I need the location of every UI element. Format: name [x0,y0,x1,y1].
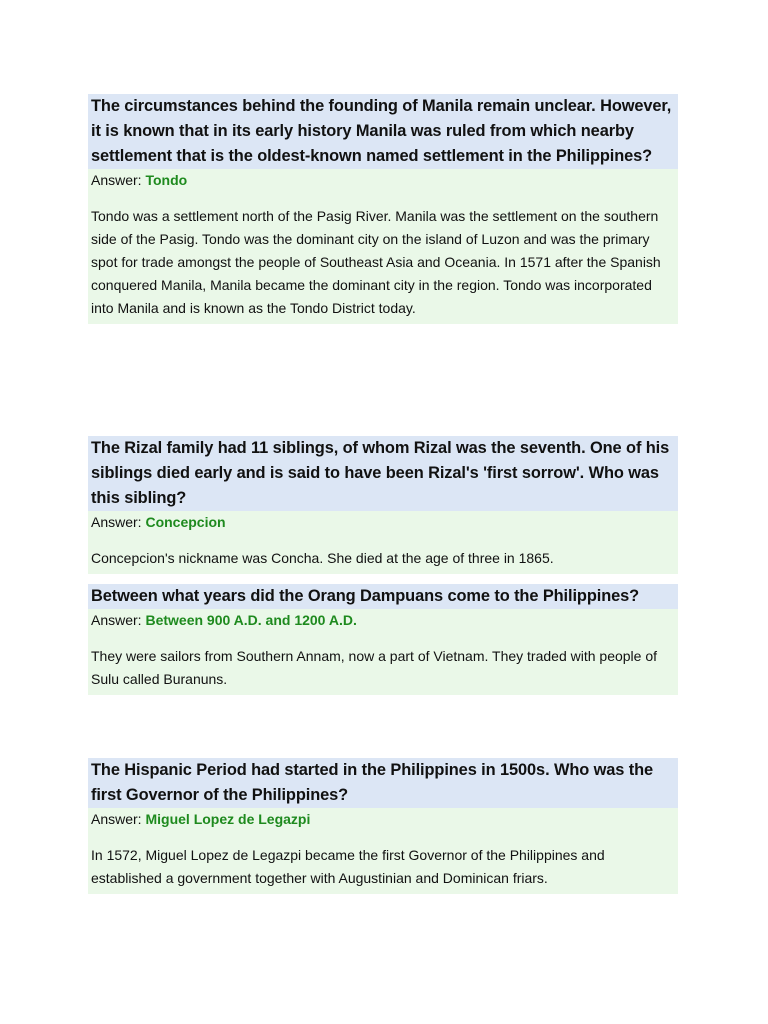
answer-value: Concepcion [145,514,226,530]
question-text: The Rizal family had 11 siblings, of whom Rizal was the seventh. One of his siblings died early and is said to have been Rizal's 'first sorrow'. Who was this sibling? [88,436,678,511]
answer-line [91,511,678,534]
question-text: Between what years did the Orang Dampuans come to the Philippines? [88,584,678,609]
answer-area [88,808,678,894]
answer-line [91,808,678,831]
answer-value: Miguel Lopez de Legazpi [145,811,311,827]
answer-value: Between 900 A.D. and 1200 A.D. [145,612,357,628]
qa-block [88,758,678,894]
answer-label: Answer: [91,612,142,628]
answer-label: Answer: [91,811,142,827]
qa-block [88,584,678,695]
answer-label: Answer: [91,172,142,188]
answer-area [88,609,678,695]
answer-area [88,511,678,574]
question-text: The Hispanic Period had started in the Philippines in 1500s. Who was the first Governor of the Philippines? [88,758,678,808]
answer-explanation: Concepcion's nickname was Concha. She died at the age of three in 1865. [91,550,554,566]
answer-area [88,169,678,324]
answer-line [91,609,678,632]
answer-explanation: They were sailors from Southern Annam, now a part of Vietnam. They traded with people of Sulu called Buranuns. [91,648,658,687]
answer-label: Answer: [91,514,142,530]
qa-block [88,436,678,574]
question-text: The circumstances behind the founding of Manila remain unclear. However, it is known that in its early history Manila was ruled from which nearby settlement that is the oldest-known named settlement in the Philippines? [88,94,678,169]
answer-line [91,169,678,192]
answer-explanation: In 1572, Miguel Lopez de Legazpi became the first Governor of the Philippines and established a government together with Augustinian and Dominican friars. [91,847,605,886]
qa-block [88,94,678,324]
answer-value: Tondo [145,172,188,188]
answer-explanation: Tondo was a settlement north of the Pasig River. Manila was the settlement on the southern side of the Pasig. Tondo was the dominant city on the island of Luzon and was the primary spot for trade amongst the people of Southeast Asia and Oceania. In 1571 after the Spanish conquered Manila, Manila became the dominant city in the region. Tondo was incorporated into Manila and is known as the Tondo District today. [91,208,661,316]
